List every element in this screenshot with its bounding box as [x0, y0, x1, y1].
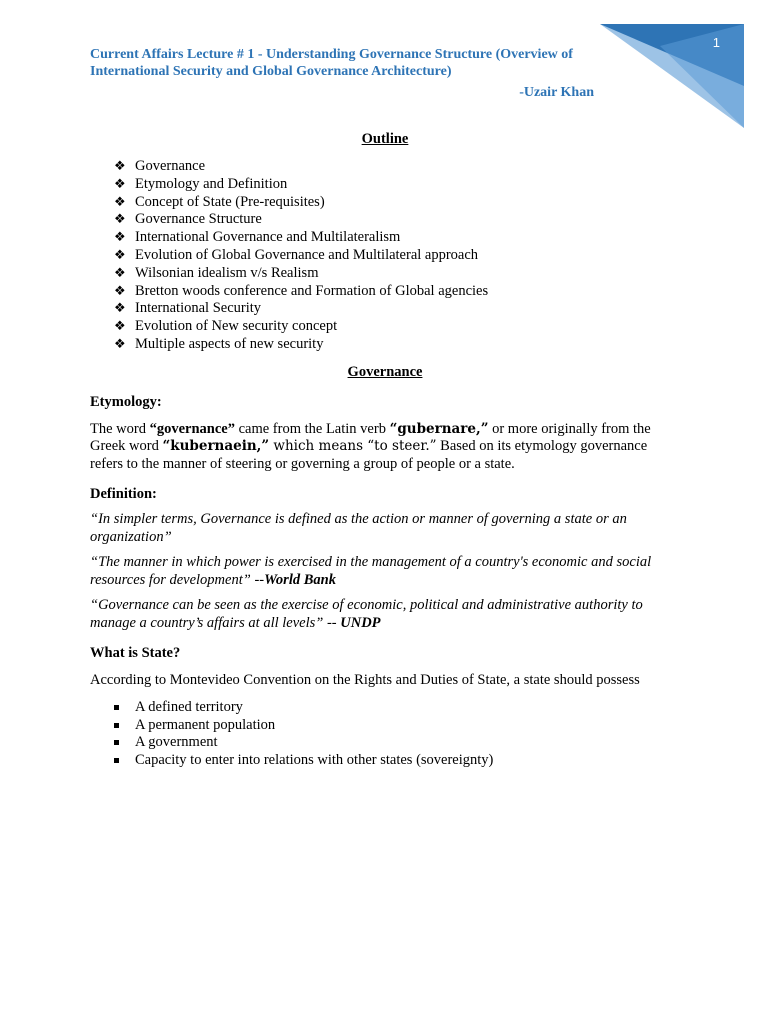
lecture-title: Current Affairs Lecture # 1 - Understanding Governance Structure (Overview of International Security and Global Governance Architecture)	[90, 47, 573, 79]
state-intro: According to Montevideo Convention on the Rights and Duties of State, a state should possess	[90, 672, 640, 689]
list-item: ❖ International Governance and Multilateralism	[114, 229, 401, 246]
list-item: ❖ Wilsonian idealism v/s Realism	[114, 264, 319, 281]
diamond-bullet-icon: ❖	[114, 194, 126, 210]
list-item: ❖ Multiple aspects of new security	[114, 335, 324, 352]
diamond-bullet-icon: ❖	[114, 159, 126, 174]
definition-quote: “The manner in which power is exercised in the management of a country's economic and social resources for development” --World Bank	[90, 554, 652, 588]
diamond-bullet-icon: ❖	[114, 301, 126, 317]
quote-source: UNDP	[340, 614, 381, 631]
page-number: 1	[712, 35, 720, 50]
definition-quote: “Governance can be seen as the exercise of economic, political and administrative authority to manage a country’s affairs at all levels” -- UNDP	[90, 597, 643, 631]
document-header	[90, 46, 594, 101]
corner-decoration	[600, 24, 744, 128]
list-item: ❖ Evolution of New security concept	[114, 318, 338, 335]
outline-title: Outline	[361, 131, 409, 147]
square-bullet-icon	[114, 705, 119, 710]
quote-source: World Bank	[264, 571, 336, 588]
etymology-heading: Etymology:	[90, 393, 162, 410]
list-item: ❖ Governance	[114, 158, 206, 174]
diamond-bullet-icon: ❖	[114, 265, 126, 281]
etymology-paragraph: The word “governance” came from the Latin verb “gubernare,” or more originally from the Greek word “kubernaein,” which means “to steer.” Based on its etymology governance refers to the manner of steering or governing a group of people or a state.	[90, 420, 651, 472]
state-requirements-list	[90, 699, 680, 770]
governance-title: Governance	[347, 363, 423, 380]
list-item: A government	[114, 734, 680, 752]
list-item: ❖ Bretton woods conference and Formation of Global agencies	[114, 282, 489, 299]
diamond-bullet-icon: ❖	[114, 230, 126, 246]
diamond-bullet-icon: ❖	[114, 336, 126, 352]
list-item: ❖ Evolution of Global Governance and Multilateral approach	[114, 246, 479, 263]
list-item: A defined territory	[114, 699, 680, 717]
page-content	[90, 130, 680, 770]
diamond-bullet-icon: ❖	[114, 283, 126, 299]
list-item: ❖ Concept of State (Pre-requisites)	[114, 193, 325, 210]
square-bullet-icon	[114, 740, 119, 745]
diamond-bullet-icon: ❖	[114, 247, 126, 263]
state-heading: What is State?	[90, 645, 181, 662]
outline-list	[90, 158, 680, 354]
diamond-bullet-icon: ❖	[114, 319, 126, 335]
definition-heading: Definition:	[90, 486, 157, 503]
square-bullet-icon	[114, 758, 119, 763]
author: -Uzair Khan	[519, 85, 594, 100]
diamond-bullet-icon: ❖	[114, 212, 126, 228]
list-item: Capacity to enter into relations with other states (sovereignty)	[114, 752, 680, 770]
list-item: ❖ International Security	[114, 300, 262, 317]
list-item: ❖ Governance Structure	[114, 211, 262, 228]
list-item: ❖ Etymology and Definition	[114, 175, 288, 192]
list-item: A permanent population	[114, 717, 680, 735]
definition-quote: “In simpler terms, Governance is defined as the action or manner of governing a state or an organization”	[90, 511, 627, 545]
diamond-bullet-icon: ❖	[114, 176, 126, 192]
square-bullet-icon	[114, 723, 119, 728]
